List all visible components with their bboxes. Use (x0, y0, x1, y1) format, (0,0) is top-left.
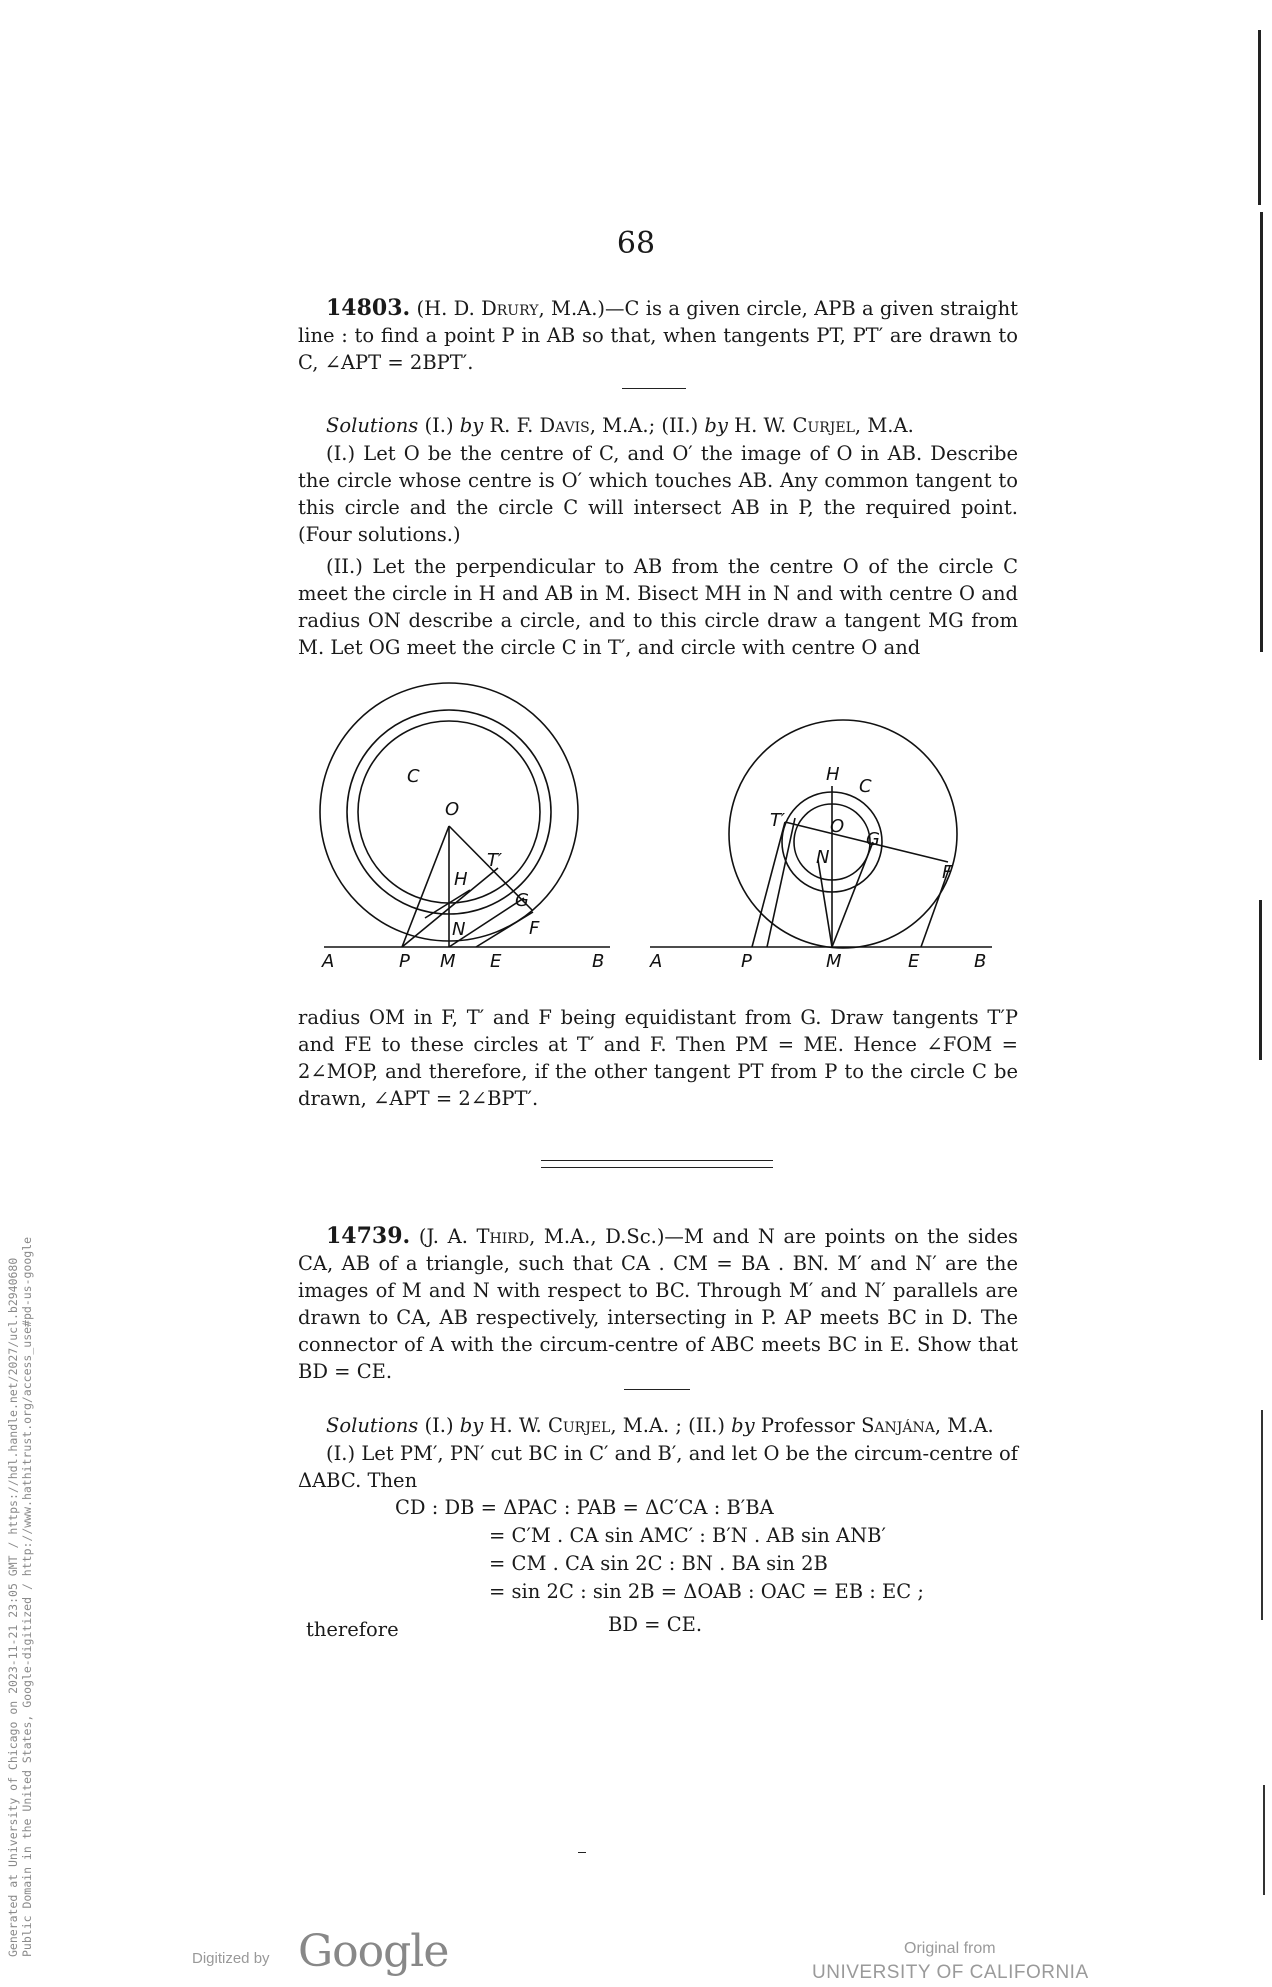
equation-line-1: CD : DB = ΔPAC : PAB = ΔC′CA : B′BA (395, 1496, 774, 1519)
label-e: E (908, 951, 920, 972)
label-a: A (650, 951, 663, 972)
scan-edge-mark (1259, 900, 1262, 1060)
tangent-fe (476, 912, 533, 947)
hathitrust-watermark (6, 0, 66, 1987)
label-o: O (445, 799, 460, 820)
label-a: A (322, 951, 335, 972)
solutions-roman: (I.) (418, 1414, 460, 1437)
tangent-mg-right (832, 842, 873, 947)
label-h: H (826, 764, 840, 785)
label-b: B (974, 951, 987, 972)
solutions-heading (298, 1412, 1018, 1439)
solution-i-text: (I.) Let O be the centre of C, and O′ the image of O in AB. Describe the circle whose centre is O′ which touches AB. Any common tangent to this circle and the circle C will intersect AB in P, the required point. (Four solutions.) (298, 442, 1018, 546)
by-text: by (731, 1414, 755, 1437)
scan-edge-mark (1263, 1785, 1265, 1895)
label-g: G (515, 890, 529, 911)
solution-ii-continued: radius OM in F, T′ and F being equidistant from G. Draw tangents T′P and FE to these circles at T′ and F. Then PM = ME. Hence ∠FOM = 2∠MOP, and therefore, if the other tangent PT from P to the circle C be drawn, ∠APT = 2∠BPT′. (298, 1006, 1018, 1110)
scan-edge-mark (1260, 212, 1263, 652)
line-mn (818, 860, 832, 947)
solutions-roman: (I.) (418, 414, 460, 437)
solver-name: Curjel (792, 414, 855, 437)
label-c: C (407, 766, 420, 787)
problem-text: , M.A.)—C is a given circle, APB a given straight line : to find a point P in AB so that, when tangents PT, PT′ are drawn to C, ∠APT = 2BPT′. (298, 297, 1018, 374)
label-t-prime: T′ (487, 850, 503, 871)
google-logo: Google (298, 1926, 449, 1977)
figure-left (320, 683, 610, 947)
solver-name: Curjel (547, 1414, 611, 1437)
author-open: (J. A. (418, 1225, 477, 1248)
solution-i-text (298, 1440, 1018, 1494)
conclusion: BD = CE. (608, 1613, 703, 1636)
solver-title: Professor (754, 1414, 862, 1437)
author-name: Drury (481, 297, 539, 320)
solution-continuation (298, 1004, 1018, 1112)
digitized-by-label: Digitized by (192, 1950, 270, 1967)
label-n: N (452, 919, 466, 940)
original-from-label: Original from (904, 1940, 996, 1957)
problem-14739-statement (298, 1223, 1018, 1385)
author-name: Third (476, 1225, 530, 1248)
page-number: 68 (616, 226, 656, 261)
solutions-label: Solutions (326, 414, 419, 437)
label-b: B (592, 951, 605, 972)
solver-initials: R. F. (483, 414, 540, 437)
solver-name: Davis (539, 414, 590, 437)
problem-number: 14739. (326, 1223, 411, 1249)
solver-name: Sanjána (861, 1414, 935, 1437)
page-tick (578, 1852, 586, 1853)
problem-number: 14803. (326, 295, 411, 321)
label-f: F (529, 918, 540, 939)
solver-initials: H. W. (727, 414, 793, 437)
solutions-label: Solutions (326, 1414, 419, 1437)
solutions-mid: , M.A. ; (II.) (610, 1414, 732, 1437)
institution-label: UNIVERSITY OF CALIFORNIA (812, 1962, 1089, 1983)
by-text: by (704, 414, 728, 437)
label-m: M (440, 951, 456, 972)
solver-initials: H. W. (483, 1414, 548, 1437)
label-n: N (816, 847, 830, 868)
label-f: F (942, 862, 953, 883)
line-op (402, 826, 449, 947)
figure-right-labels (649, 764, 986, 972)
figure-right (650, 720, 992, 948)
label-m: M (826, 951, 842, 972)
equation-line-4: = sin 2C : sin 2B = ΔOAB : OAC = EB : EC ; (489, 1580, 924, 1603)
author-open: (H. D. (416, 297, 482, 320)
label-c: C (859, 776, 872, 797)
by-text: by (459, 414, 484, 437)
label-e: E (490, 951, 502, 972)
watermark-line-1: Generated at University of Chicago on 2023-11-21 23:05 GMT / https://hdl.handle.net/2027/ucl.b2940680 (6, 1257, 20, 1957)
solutions-end: , M.A. (854, 414, 914, 437)
scan-edge-mark (1258, 30, 1261, 205)
label-t-prime: T′ (770, 810, 786, 831)
solutions-end: , M.A. (934, 1414, 994, 1437)
label-p: P (741, 951, 752, 972)
label-o: O (830, 816, 845, 837)
problem-text: , M.A., D.Sc.)—M and N are points on the sides CA, AB of a triangle, such that CA . CM = BA . BN. M′ and N′ are the images of M and N with respect to BC. Through M′ and N′ parallels are drawn to CA, AB respectively, intersecting in P. AP meets BC in D. The connector of A with the circum-centre of ABC meets BC in E. Show that BD = CE. (298, 1225, 1018, 1383)
solution-i-paragraph: (I.) Let PM′, PN′ cut BC in C′ and B′, and let O be the circum-centre of ΔABC. Then (298, 1442, 1018, 1492)
equation-line-2: = C′M . CA sin AMC′ : B′N . AB sin ANB′ (489, 1524, 886, 1547)
equation-line-3: = CM . CA sin 2C : BN . BA sin 2B (489, 1552, 828, 1575)
by-text: by (459, 1414, 484, 1437)
label-g: G (866, 829, 880, 850)
watermark-line-2: Public Domain in the United States, Google-digitized / http://www.hathitrust.org/access_use#pd-us-google (20, 1236, 34, 1957)
label-p: P (399, 951, 410, 972)
solution-ii-text: (II.) Let the perpendicular to AB from the centre O of the circle C meet the circle in H and AB in M. Bisect MH in N and with centre O and radius ON describe a circle, and to this circle draw a tangent MG from M. Let OG meet the circle C in T′, and circle with centre O and (298, 555, 1018, 659)
double-rule-separator (541, 1160, 773, 1168)
label-h: H (454, 869, 468, 890)
therefore-word: therefore (306, 1618, 399, 1641)
scan-edge-mark (1261, 1410, 1263, 1620)
solutions-mid: , M.A.; (II.) (589, 414, 705, 437)
short-rule (624, 1389, 690, 1390)
